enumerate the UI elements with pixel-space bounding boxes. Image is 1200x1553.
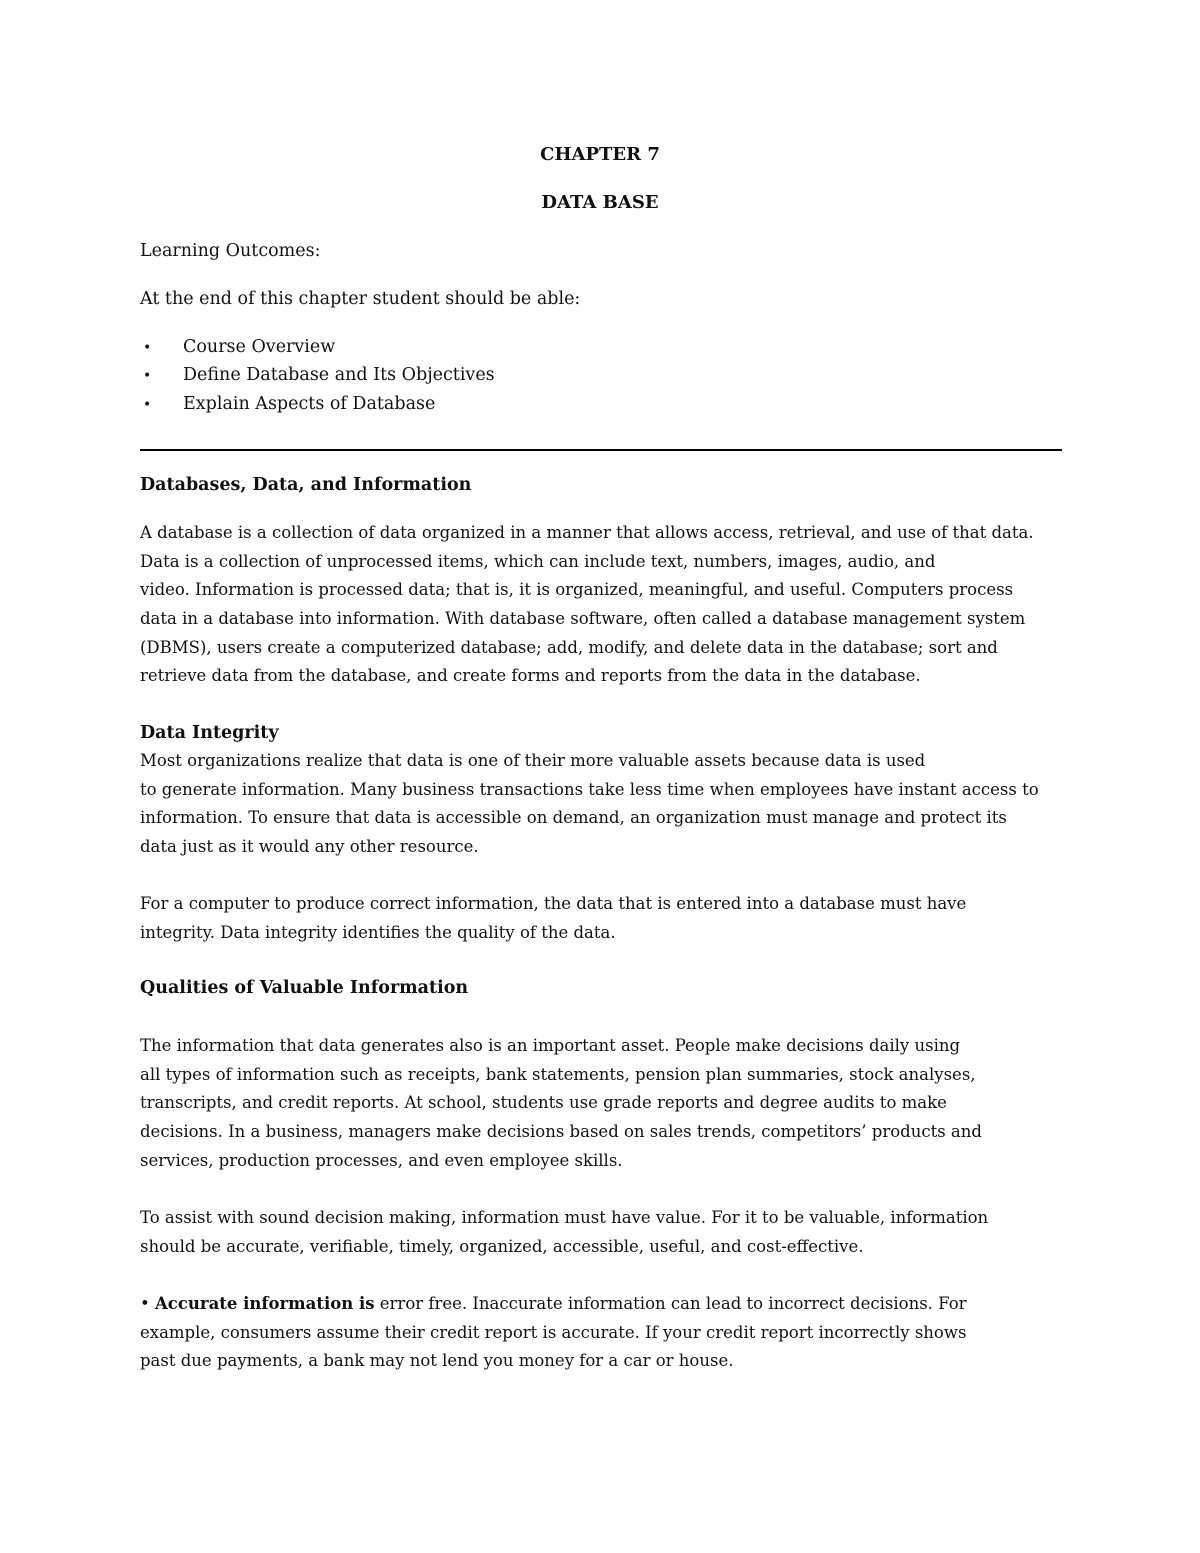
paragraph-line: For a computer to produce correct information, the data that is entered into a database must have: [140, 894, 967, 913]
paragraph-qualities-2: [140, 1204, 988, 1261]
paragraph-line: to generate information. Many business transactions take less time when employees have instant access to: [140, 779, 1039, 799]
paragraph-line: Most organizations realize that data is one of their more valuable assets because data is used: [140, 751, 926, 770]
bullet-icon: •: [143, 397, 152, 413]
paragraph-line: The information that data generates also is an important asset. People make decisions daily using: [140, 1036, 961, 1055]
paragraph-line: decisions. In a business, managers make decisions based on sales trends, competitors’ products and: [140, 1122, 982, 1142]
paragraph-accurate: [140, 1290, 967, 1376]
paragraph-line: data in a database into information. With database software, often called a database management system: [140, 609, 1026, 629]
paragraph-line: information. To ensure that data is accessible on demand, an organization must manage and protect its: [140, 808, 1007, 828]
paragraph-line: past due payments, a bank may not lend you money for a car or house.: [140, 1351, 734, 1371]
paragraph-databases: [140, 519, 1034, 691]
paragraph-line: should be accurate, verifiable, timely, organized, accessible, useful, and cost-effective.: [140, 1236, 864, 1256]
paragraph-line: retrieve data from the database, and create forms and reports from the data in the database.: [140, 666, 921, 686]
paragraph-line: transcripts, and credit reports. At school, students use grade reports and degree audits to make: [140, 1093, 947, 1113]
intro-text: At the end of this chapter student should be able:: [140, 289, 581, 309]
bullet-icon: •: [143, 368, 152, 384]
accurate-lead: Accurate information is: [154, 1294, 375, 1313]
paragraph-integrity: [140, 747, 1039, 862]
paragraph-line: example, consumers assume their credit report is accurate. If your credit report incorrectly shows: [140, 1322, 967, 1342]
learning-outcomes-label: Learning Outcomes:: [140, 241, 321, 261]
paragraph-line: To assist with sound decision making, information must have value. For it to be valuable, information: [140, 1208, 989, 1227]
paragraph-line: (DBMS), users create a computerized database; add, modify, and delete data in the database; sort and: [140, 637, 998, 657]
paragraph-line: A database is a collection of data organized in a manner that allows access, retrieval, and use of that data.: [140, 523, 1034, 542]
paragraph-line: data just as it would any other resource.: [140, 837, 479, 857]
paragraph-line: integrity. Data integrity identifies the quality of the data.: [140, 922, 616, 942]
section-heading-databases: Databases, Data, and Information: [140, 475, 472, 495]
section-divider: [140, 449, 1062, 451]
paragraph-line: services, production processes, and even employee skills.: [140, 1150, 623, 1170]
paragraph-integrity-2: [140, 890, 966, 947]
paragraph-line: video. Information is processed data; that is, it is organized, meaningful, and useful. Computers process: [140, 580, 1014, 600]
accurate-rest: error free. Inaccurate information can lead to incorrect decisions. For: [374, 1294, 967, 1313]
section-heading-integrity: Data Integrity: [140, 723, 279, 743]
list-item: Course Overview: [183, 337, 336, 357]
paragraph-line: Data is a collection of unprocessed items, which can include text, numbers, images, audio, and: [140, 551, 936, 571]
chapter-title: CHAPTER 7: [540, 144, 660, 165]
chapter-subtitle: DATA BASE: [541, 192, 659, 213]
bullet-icon: •: [143, 340, 152, 356]
paragraph-line: all types of information such as receipts, bank statements, pension plan summaries, stock analyses,: [140, 1064, 976, 1084]
bullet-icon: •: [140, 1294, 150, 1313]
paragraph-line-accurate: [140, 1290, 967, 1319]
list-item: Define Database and Its Objectives: [183, 365, 495, 385]
paragraph-qualities: [140, 1032, 982, 1175]
section-heading-qualities: Qualities of Valuable Information: [140, 978, 469, 998]
list-item: Explain Aspects of Database: [183, 394, 436, 414]
